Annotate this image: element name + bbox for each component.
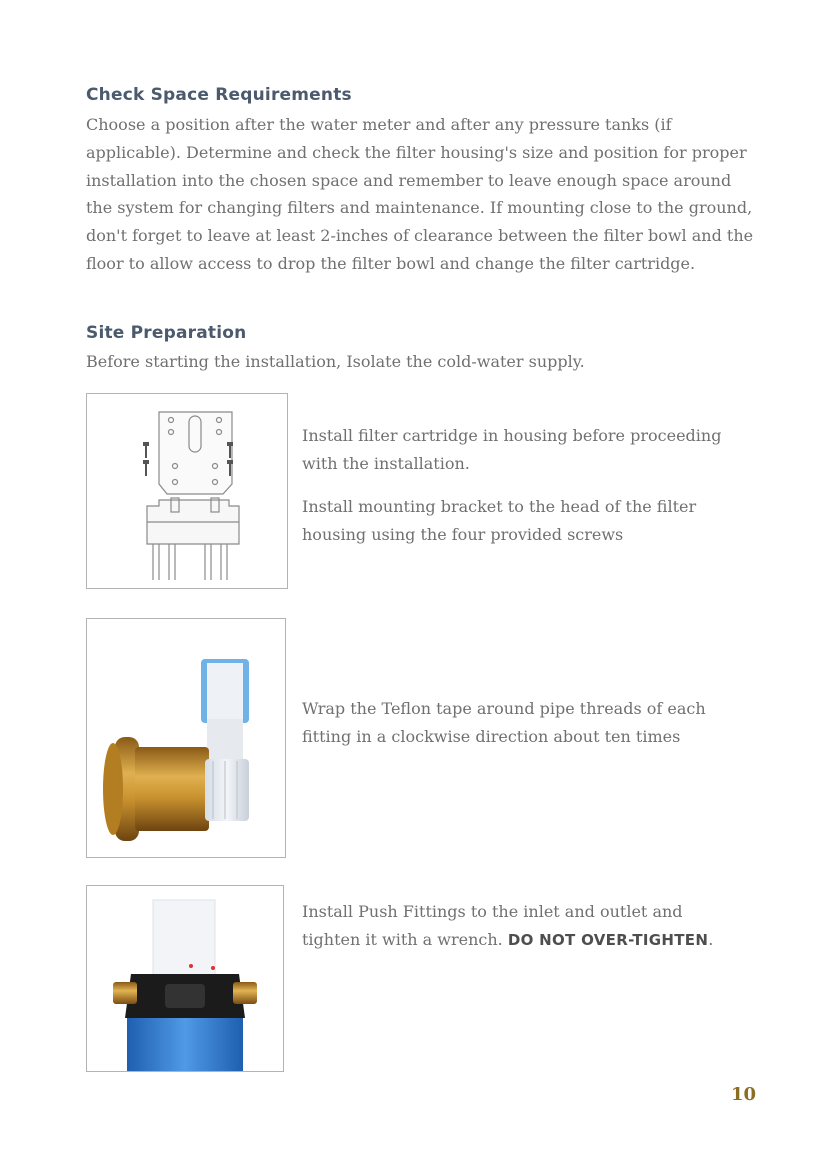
push-fittings-illustration (87, 886, 283, 1071)
push-fittings-figure (86, 885, 284, 1072)
check-space-paragraph: Choose a position after the water meter and after any pressure tanks (if applicable). Determine and check the filter housing's size and position for proper installation into the chosen space and remember to leave enough space around the system for changing filters and maintenance. If mounting close to the ground, don't forget to leave at least 2-inches of clearance between the filter bowl and the floor to allow access to drop the filter bowl and change the filter cartridge. (86, 115, 754, 273)
mounting-bracket-illustration (87, 394, 287, 588)
step-2-text: Wrap the Teflon tape around pipe threads of each fitting in a clockwise direction about ten times (302, 699, 706, 746)
step-3-text (302, 898, 722, 954)
step-3-warning: DO NOT OVER-TIGHTEN (507, 930, 709, 949)
step-1-text-b: Install mounting bracket to the head of the filter housing using the four provided screws (302, 497, 697, 544)
site-preparation-heading: Site Preparation (86, 323, 247, 343)
bracket-diagram-figure (86, 393, 288, 589)
check-space-heading: Check Space Requirements (86, 85, 352, 105)
step-1-text-a: Install filter cartridge in housing before proceeding with the installation. (302, 426, 722, 473)
site-preparation-paragraph: Before starting the installation, Isolate the cold-water supply. (86, 352, 585, 371)
step-3-text-end: . (708, 929, 714, 949)
page-number: 10 (731, 1084, 757, 1105)
teflon-tape-illustration (87, 619, 285, 857)
step-3-text-main: Install Push Fittings to the inlet and outlet and tighten it with a wrench. (302, 902, 683, 949)
teflon-tape-figure (86, 618, 286, 858)
